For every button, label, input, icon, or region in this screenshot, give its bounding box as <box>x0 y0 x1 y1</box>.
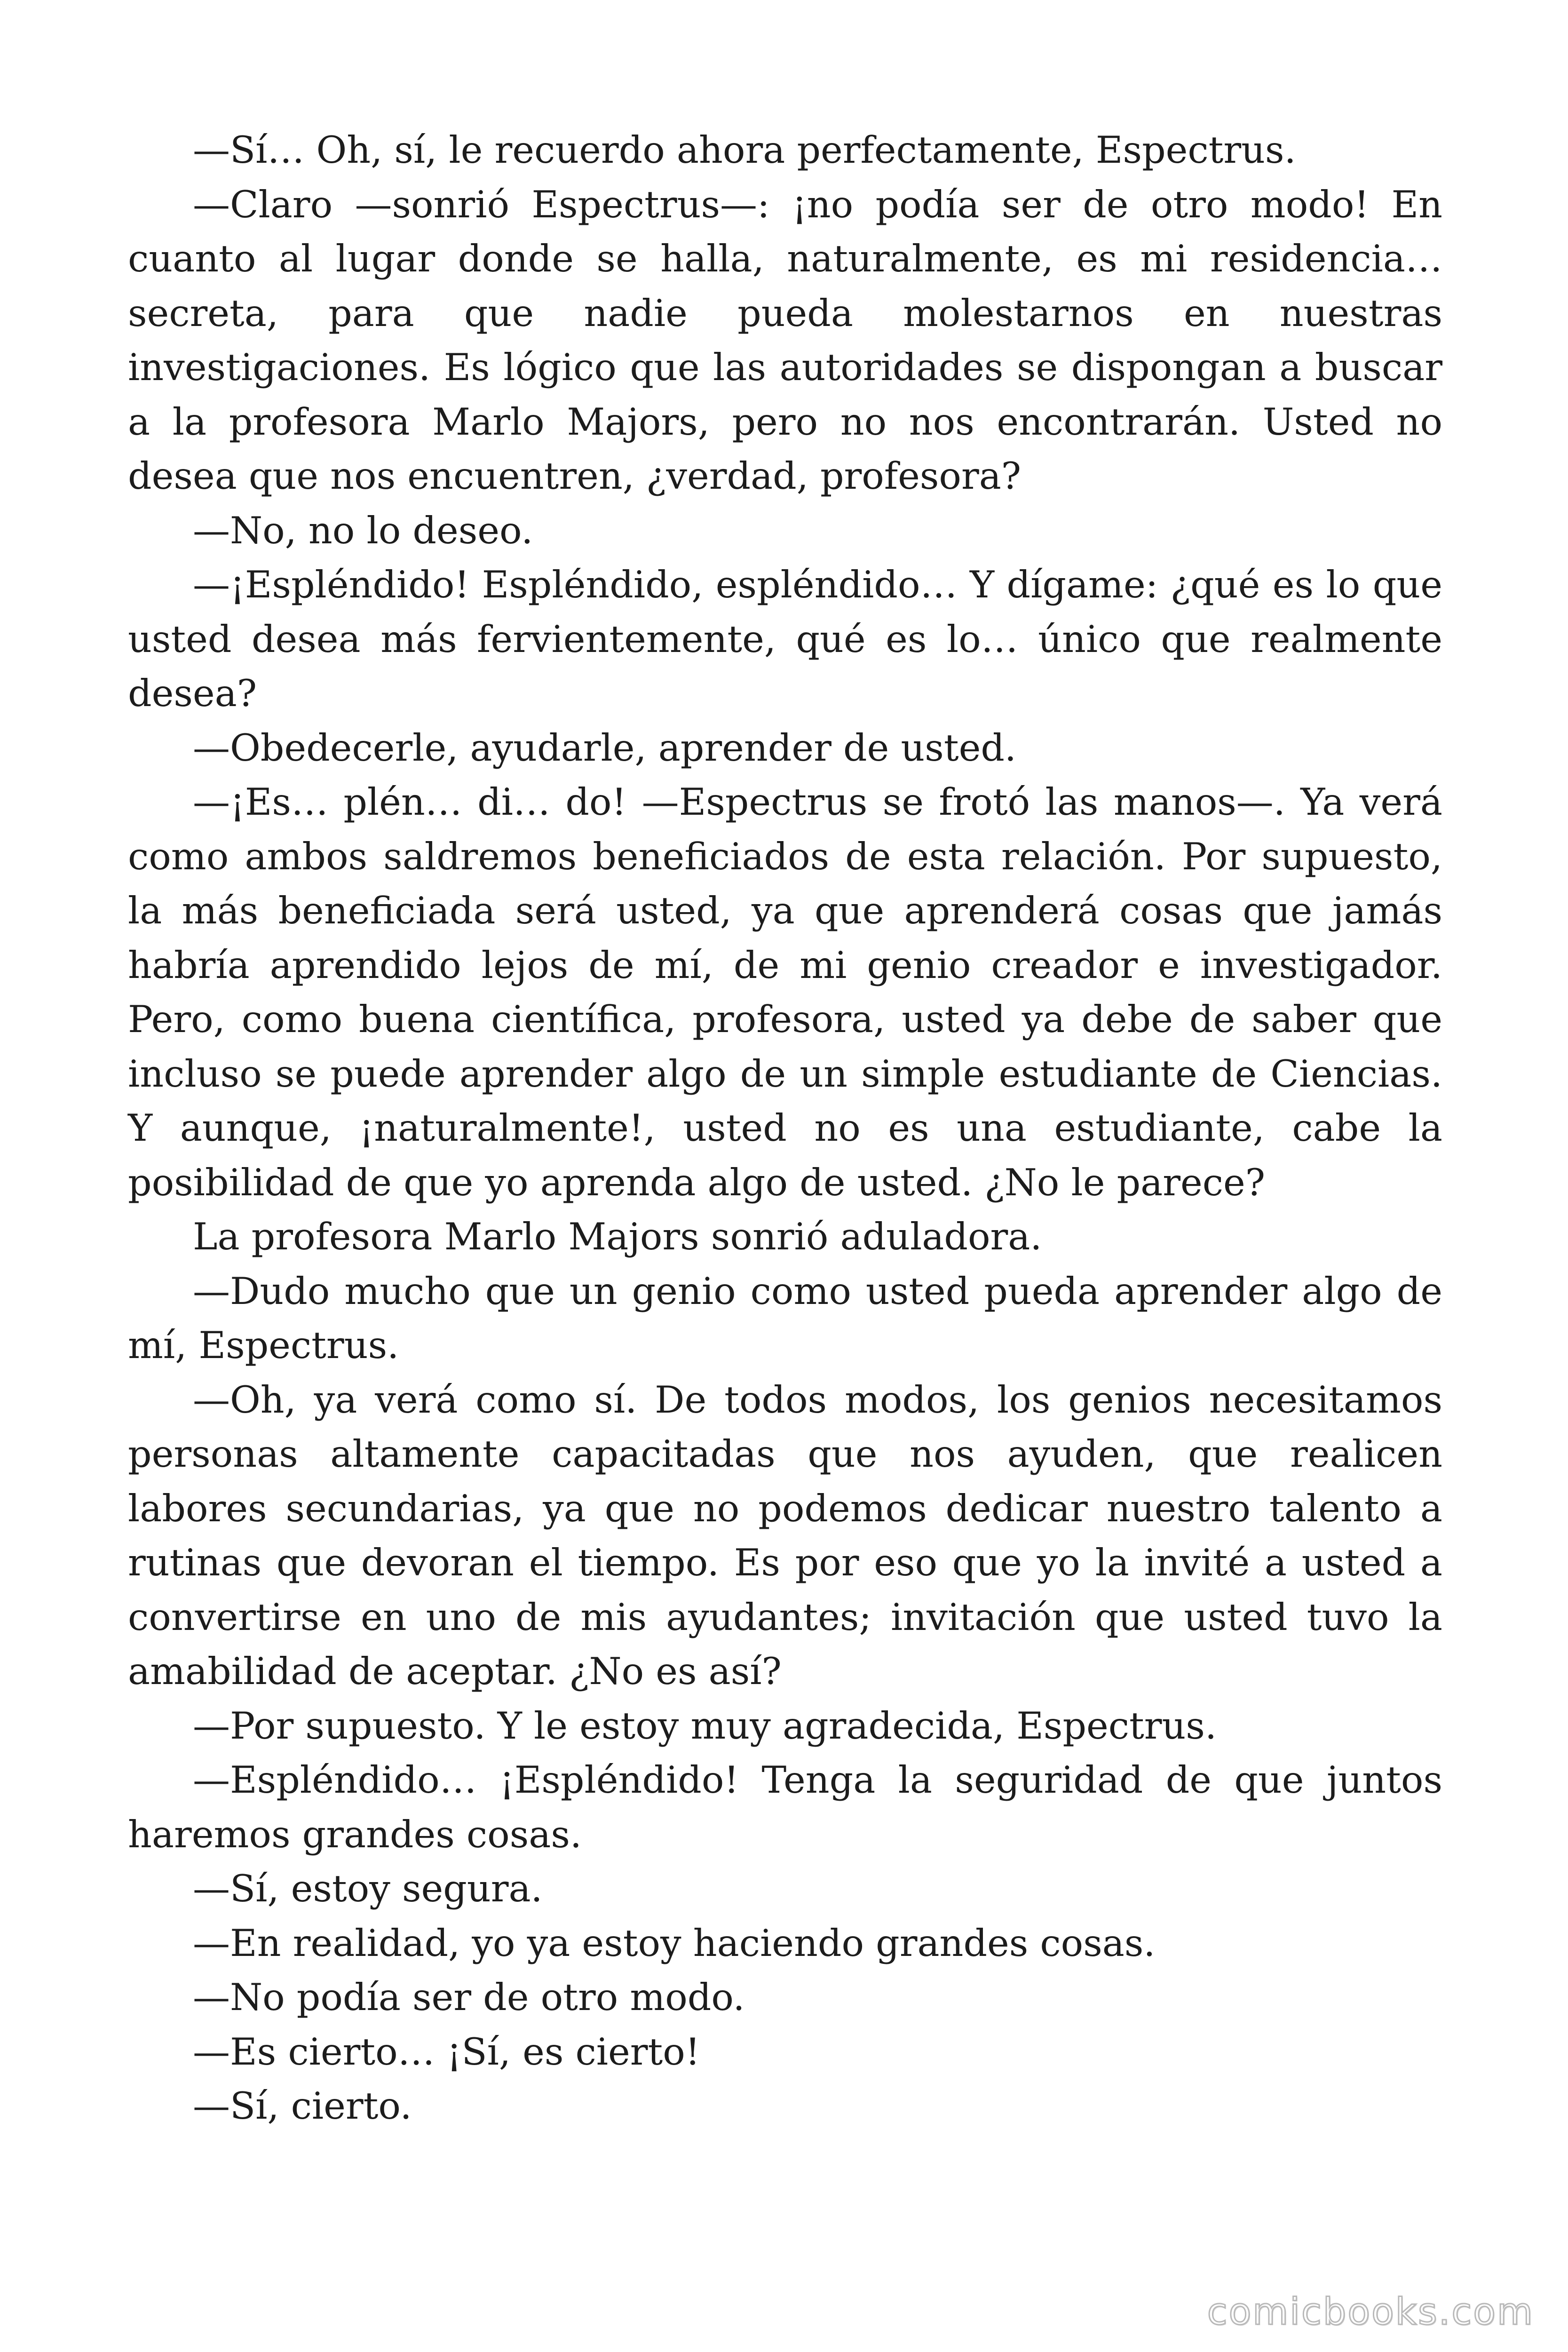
paragraph: —Espléndido… ¡Espléndido! Tenga la seguridad de que juntos haremos grandes cosas. <box>128 1758 1442 1856</box>
paragraph: —¡Es… plén… di… do! —Espectrus se frotó las manos—. Ya verá como ambos saldremos beneficiados de esta relación. Por supuesto, la más beneficiada será usted, ya que aprenderá cosas que jamás habría aprendido lejos de mí, de mi genio creador e investigador. Pero, como buena científica, profesora, usted ya debe de saber que incluso se puede aprender algo de un simple estudiante de Ciencias. Y aunque, ¡naturalmente!, usted no es una estudiante, cabe la posibilidad de que yo aprenda algo de usted. ¿No le parece? <box>128 780 1442 1204</box>
paragraph: La profesora Marlo Majors sonrió aduladora. <box>193 1215 1042 1258</box>
paragraph: —No, no lo deseo. <box>193 509 533 552</box>
paragraph: —Por supuesto. Y le estoy muy agradecida, Espectrus. <box>193 1704 1217 1748</box>
watermark: comicbooks.com <box>1207 2291 1534 2333</box>
paragraph: —En realidad, yo ya estoy haciendo grandes cosas. <box>193 1921 1156 1965</box>
paragraph: —¡Espléndido! Espléndido, espléndido… Y dígame: ¿qué es lo que usted desea más fervientemente, qué es lo… único que realmente desea? <box>128 563 1442 715</box>
paragraph: —Obedecerle, ayudarle, aprender de usted. <box>193 726 1016 770</box>
paragraph: —Sí… Oh, sí, le recuerdo ahora perfectamente, Espectrus. <box>193 128 1296 172</box>
paragraph: —Sí, estoy segura. <box>193 1867 543 1910</box>
paragraph: —Dudo mucho que un genio como usted pueda aprender algo de mí, Espectrus. <box>128 1269 1442 1367</box>
paragraph: —Sí, cierto. <box>193 2084 412 2128</box>
paragraph: —Es cierto… ¡Sí, es cierto! <box>193 2030 700 2074</box>
body-text <box>128 123 1442 2134</box>
paragraph: —Claro —sonrió Espectrus—: ¡no podía ser de otro modo! En cuanto al lugar donde se halla, naturalmente, es mi residencia… secreta, para que nadie pueda molestarnos en nuestras investigaciones. Es lógico que las autoridades se dispongan a buscar a la profesora Marlo Majors, pero no nos encontrarán. Usted no desea que nos encuentren, ¿verdad, profesora? <box>128 183 1442 498</box>
paragraph: —No podía ser de otro modo. <box>193 1976 745 2019</box>
paragraph: —Oh, ya verá como sí. De todos modos, los genios necesitamos personas altamente capacitadas que nos ayuden, que realicen labores secundarias, ya que no podemos dedicar nuestro talento a rutinas que devoran el tiempo. Es por eso que yo la invité a usted a convertirse en uno de mis ayudantes; invitación que usted tuvo la amabilidad de aceptar. ¿No es así? <box>128 1378 1442 1693</box>
